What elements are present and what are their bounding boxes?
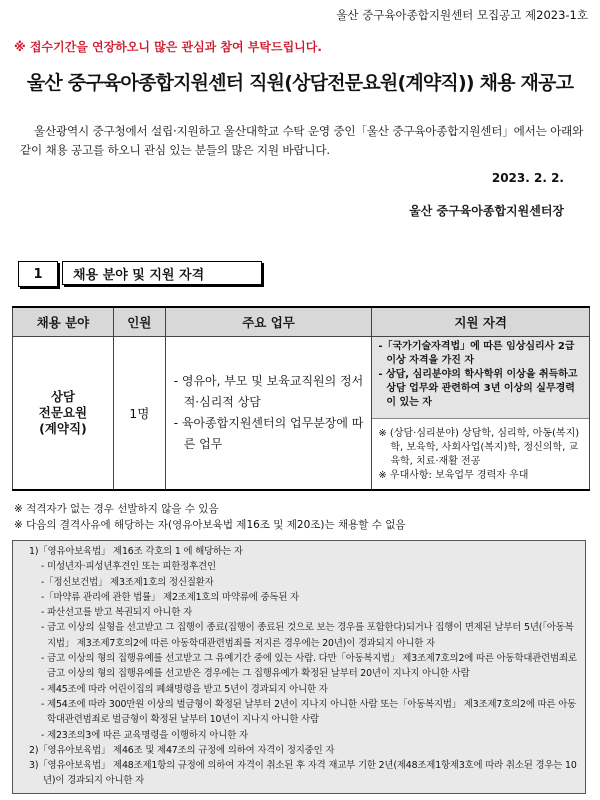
header-field: 채용 분야	[13, 307, 114, 337]
header-qualifications: 지원 자격	[372, 307, 590, 337]
extension-notice: ※ 접수기간을 연장하오니 많은 관심과 참여 부탁드립니다.	[14, 40, 322, 54]
list-item: - 미성년자·피성년후견인 또는 피한정후견인	[41, 561, 216, 573]
list-item: - 파산선고를 받고 복권되지 아니한 자	[41, 607, 192, 619]
list-item: 1)「영유아보육법」 제16조 각호의 1 에 해당하는 자	[29, 546, 243, 557]
duties-cell: - 영유아, 부모 및 보육교직원의 정서적·심리적 상담 - 육아종합지원센터의 업무분장에 따른 업무	[165, 337, 372, 491]
list-item: -「마약류 관리에 관한 법률」 제2조제1호의 마약류에 중독된 자	[41, 591, 299, 603]
list-item: - 제45조에 따라 어린이집의 폐쇄명령을 받고 5년이 경과되지 아니한 자	[41, 683, 328, 695]
qualifications-cell	[372, 337, 590, 491]
field-cell: 상담 전문요원 (계약직)	[13, 337, 114, 491]
section-number: 1	[18, 261, 58, 287]
table-header-row	[13, 307, 590, 337]
page-title: 울산 중구육아종합지원센터 직원(상담전문요원(계약직)) 채용 재공고	[26, 72, 574, 94]
count-cell: 1명	[113, 337, 165, 491]
list-item: 3)「영유아보육법」 제48조제1항의 규정에 의하여 자격이 취소된 후 자격 재교부 기한 2년(제48조제1항제3호에 따라 취소된 경우는 10년)이 경과되지 아니한 자	[29, 760, 577, 787]
recruitment-table	[12, 306, 590, 491]
section-title: 채용 분야 및 지원 자격	[62, 261, 262, 285]
notes: ※ 적격자가 없는 경우 선발하지 않을 수 있음 ※ 다음의 결격사유에 해당하는 자(영유아보육법 제16조 및 제20조)는 채용할 수 없음	[14, 503, 406, 531]
organization-name: 울산 중구육아종합지원센터장	[409, 204, 564, 218]
list-item: - 금고 이상의 실형을 선고받고 그 집행이 종료(집행이 종료된 것으로 보는 경우를 포함한다)되거나 집행이 면제된 날부터 5년(「아동복지법」 제3조제7호의2에 따른 아동학대관련범죄를 저지른 경우에는 20년)이 경과되지 아니한 자	[41, 622, 574, 649]
list-item: 2)「영유아보육법」 제46조 및 제47조의 규정에 의하여 자격이 정지중인 자	[29, 744, 335, 756]
list-item: - 금고 이상의 형의 집행유예를 선고받고 그 유예기간 중에 있는 사람. 다만「아동복지법」 제3조제7호의2에 따른 아동학대관련범죄로 금고 이상의 형의 집행유예를 선고받은 경우에는 그 집행유예가 확정된 날부터 20년이 지나지 아니한 사람	[41, 653, 577, 680]
list-item: - 제23조의3에 따른 교육명령을 이행하지 아니한 자	[41, 729, 248, 741]
notice-number: 울산 중구육아종합지원센터 모집공고 제2023-1호	[336, 8, 588, 22]
intro-paragraph: 울산광역시 중구청에서 설립·지원하고 울산대학교 수탁 운영 중인「울산 중구육아종합지원센터」에서는 아래와 같이 채용 공고를 하오니 관심 있는 분들의 많은 지원 바랍니다.	[20, 124, 584, 157]
list-item: -「정신보건법」 제3조제1호의 정신질환자	[41, 576, 214, 588]
disqualification-box	[12, 540, 586, 794]
required-qualifications: -「국가기술자격법」에 따른 임상심리사 2급이상 자격을 가진 자 - 상담, 심리분야의 학사학위 이상을 취득하고 상담 업무와 관련하여 3년 이상의 실무경력이 있는 자	[372, 337, 589, 419]
table-row	[13, 337, 590, 491]
announcement-date: 2023. 2. 2.	[491, 171, 564, 185]
header-count: 인원	[113, 307, 165, 337]
list-item: - 제54조에 따라 300만원 이상의 벌금형이 확정된 날부터 2년이 지나지 아니한 사람 또는「아동복지법」 제3조제7호의2에 따른 아동학대관련범죄로 벌금형이 확정된 날부터 10년이 지나지 아니한 사람	[41, 698, 577, 726]
qualification-notes: ※ (상담·심리분야) 상담학, 심리학, 아동(복지)학, 보육학, 사회사업(복지)학, 정신의학, 교육학, 치료·재활 전공 ※ 우대사항: 보육업무 경력자 우대	[378, 428, 580, 481]
header-duties: 주요 업무	[165, 307, 372, 337]
